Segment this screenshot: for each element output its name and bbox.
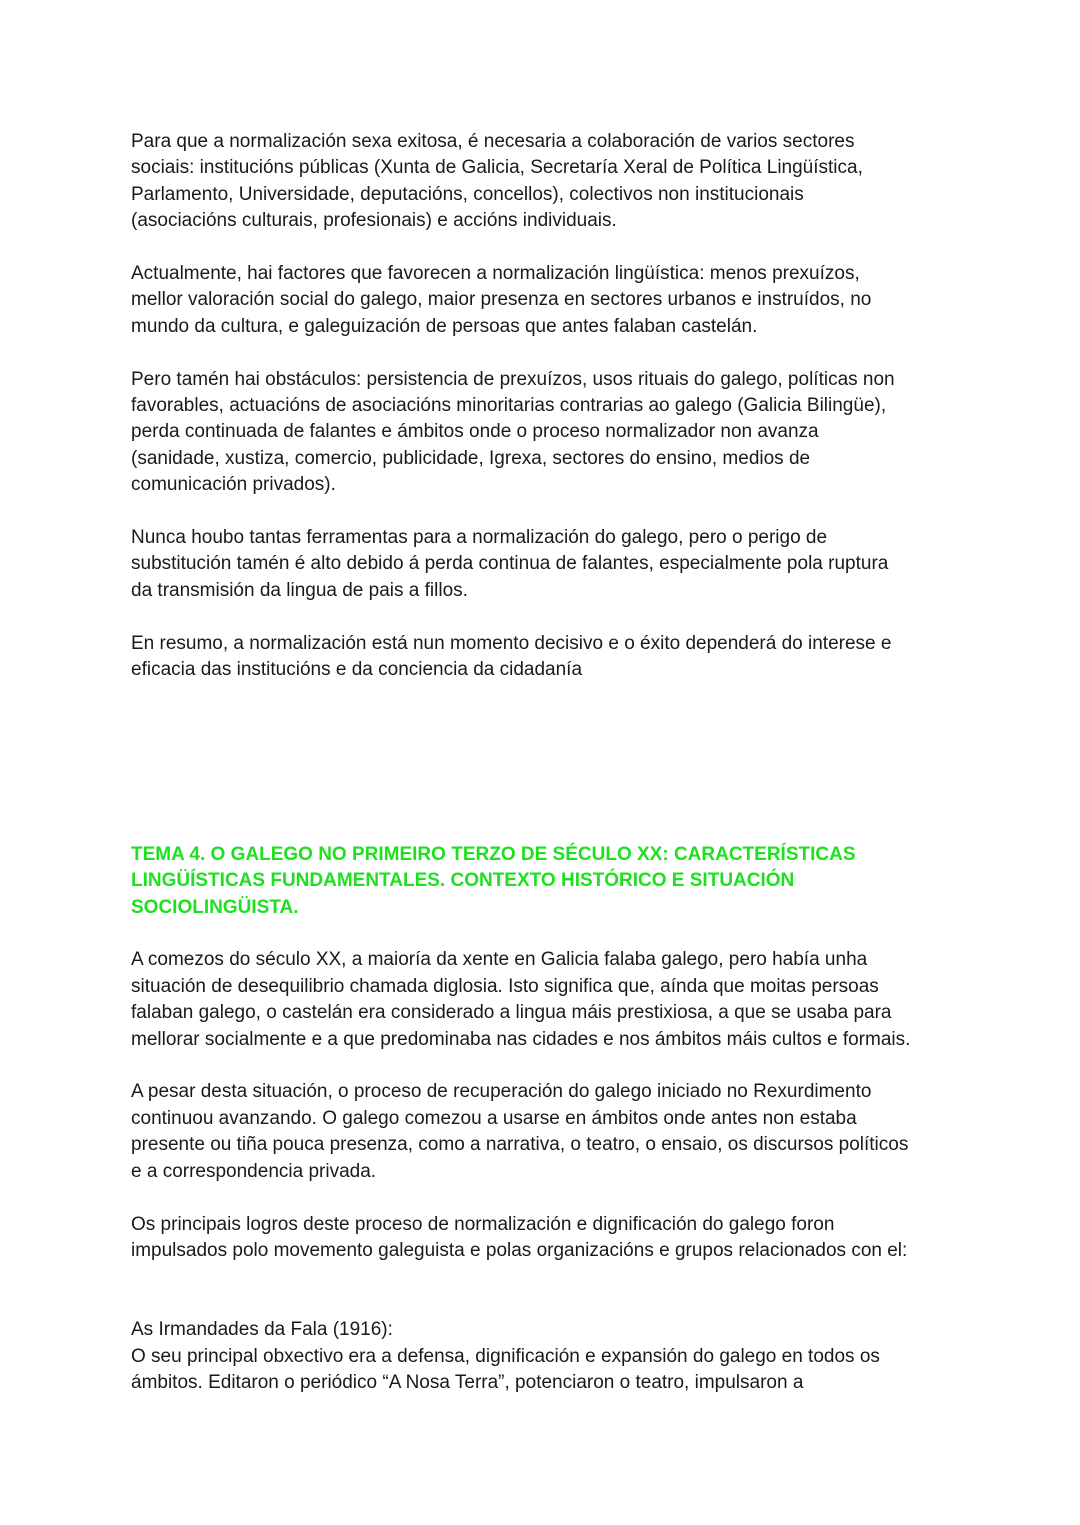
text-line: mundo da cultura, e galeguización de persoas que antes falaban castelán.	[131, 315, 758, 337]
text-line: (asociacións culturais, profesionais) e accións individuais.	[131, 210, 617, 232]
text-line: Actualmente, hai factores que favorecen a normalización lingüística: menos prexuízos,	[131, 263, 860, 285]
section-heading	[131, 842, 961, 921]
text-line: A pesar desta situación, o proceso de recuperación do galego iniciado no Rexurdimento	[131, 1081, 872, 1103]
text-line: favorables, actuacións de asociacións minoritarias contrarias ao galego (Galicia Bilingüe),	[131, 395, 887, 417]
irmandades-line: O seu principal obxectivo era a defensa, dignificación e expansión do galego en todos os	[131, 1345, 880, 1367]
text-line: A comezos do século XX, a maioría da xente en Galicia falaba galego, pero había unha	[131, 949, 868, 971]
top-paragraphs	[131, 129, 961, 683]
text-line: sociais: institucións públicas (Xunta de Galicia, Secretaría Xeral de Política Lingüística,	[131, 157, 863, 179]
text-line: presente ou tiña pouca presenza, como a narrativa, o teatro, o ensaio, os discursos políticos	[131, 1134, 909, 1156]
irmandades-section	[131, 1317, 961, 1396]
body-paragraph	[131, 1212, 961, 1265]
text-line: Nunca houbo tantas ferramentas para a normalización do galego, pero o perigo de	[131, 527, 828, 549]
document-body	[131, 129, 961, 1396]
blank-space	[131, 710, 961, 842]
text-line: perda continuada de falantes e ámbitos onde o proceso normalizador non avanza	[131, 421, 819, 443]
text-line: continuou avanzando. O galego comezou a usarse en ámbitos onde antes non estaba	[131, 1107, 857, 1129]
text-line: eficacia das institucións e da conciencia da cidadanía	[131, 659, 583, 681]
body-paragraph	[131, 129, 961, 235]
body-paragraph	[131, 947, 961, 1053]
text-line: En resumo, a normalización está nun momento decisivo e o éxito dependerá do interese e	[131, 632, 892, 654]
blank-line	[131, 1291, 961, 1317]
text-line: situación de desequilibrio chamada diglosia. Isto significa que, aínda que moitas persoas	[131, 975, 879, 997]
text-line: Os principais logros deste proceso de normalización e dignificación do galego foron	[131, 1213, 835, 1235]
text-line: Para que a normalización sexa exitosa, é necesaria a colaboración de varios sectores	[131, 131, 855, 152]
body-paragraph	[131, 261, 961, 340]
body-paragraph	[131, 631, 961, 684]
heading-line: TEMA 4. O GALEGO NO PRIMEIRO TERZO DE SÉCULO XX: CARACTERÍSTICAS	[131, 843, 856, 865]
irmandades-title: As Irmandades da Fala (1916):	[131, 1319, 393, 1341]
heading-line: LINGÜÍSTICAS FUNDAMENTALES. CONTEXTO HISTÓRICO E SITUACIÓN	[131, 870, 795, 892]
body-paragraph	[131, 525, 961, 604]
text-line: Parlamento, Universidade, deputacións, concellos), colectivos non institucionais	[131, 183, 804, 205]
text-line: da transmisión da lingua de pais a fillos.	[131, 579, 468, 601]
text-line: Pero tamén hai obstáculos: persistencia de prexuízos, usos rituais do galego, políticas non	[131, 368, 895, 390]
body-paragraph	[131, 367, 961, 499]
text-line: impulsados polo movemento galeguista e polas organizacións e grupos relacionados con el:	[131, 1239, 908, 1261]
heading-line: SOCIOLINGÜISTA.	[131, 896, 299, 918]
text-line: mellor valoración social do galego, maior presenza en sectores urbanos e instruídos, no	[131, 289, 872, 311]
text-line: substitución tamén é alto debido á perda continua de falantes, especialmente pola ruptura	[131, 553, 889, 575]
body-paragraph	[131, 1079, 961, 1185]
text-line: falaban galego, o castelán era considerado a lingua máis prestixiosa, a que se usaba para	[131, 1002, 892, 1024]
text-line: comunicación privados).	[131, 474, 336, 496]
text-line: (sanidade, xustiza, comercio, publicidade, Igrexa, sectores do ensino, medios de	[131, 447, 811, 469]
text-line: e a correspondencia privada.	[131, 1160, 377, 1182]
irmandades-line: ámbitos. Editaron o periódico “A Nosa Terra”, potenciaron o teatro, impulsaron a	[131, 1371, 804, 1393]
text-line: mellorar socialmente e a que predominaba nas cidades e nos ámbitos máis cultos e formais.	[131, 1028, 911, 1050]
bottom-paragraphs	[131, 947, 961, 1264]
